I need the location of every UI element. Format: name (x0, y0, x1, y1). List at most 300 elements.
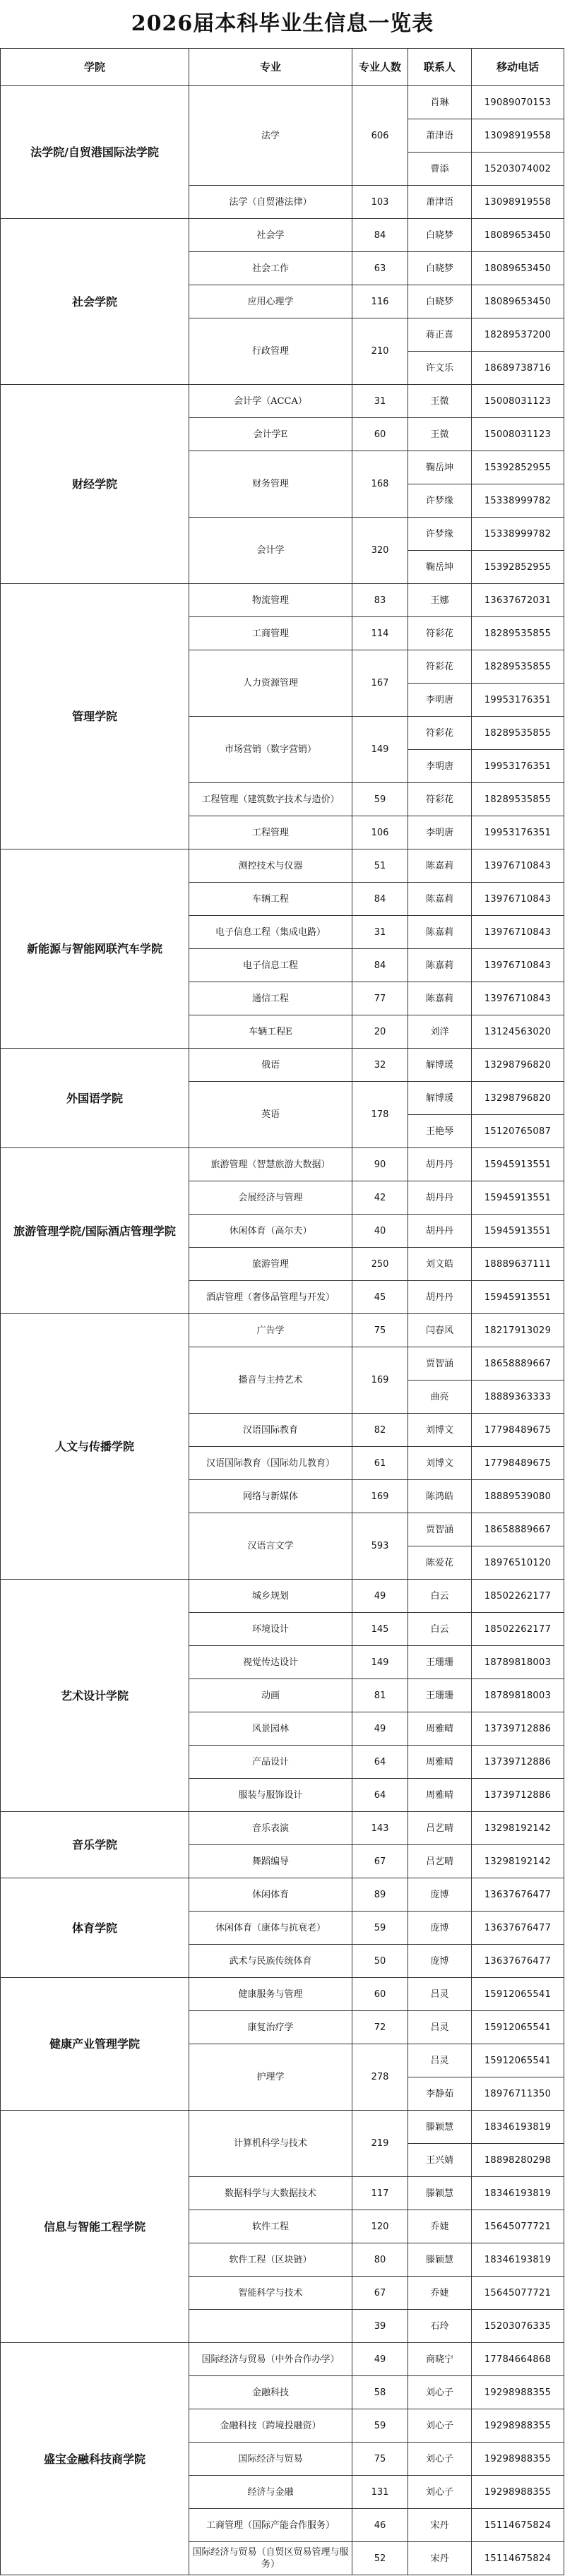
phone-cell: 15945913551 (472, 1148, 564, 1181)
phone-cell: 13298796820 (472, 1049, 564, 1082)
phone-cell: 13098919558 (472, 186, 564, 219)
contact-name-cell: 吕灵 (408, 2044, 472, 2077)
major-cell: 会展经济与管理 (189, 1181, 352, 1215)
phone-cell: 19298988355 (472, 2376, 564, 2409)
major-cell: 音乐表演 (189, 1812, 352, 1845)
major-cell: 国际经济与贸易（自贸区贸易管理与服务） (189, 2542, 352, 2575)
count-cell: 49 (352, 1580, 408, 1613)
major-cell: 软件工程 (189, 2210, 352, 2243)
major-cell: 视觉传达设计 (189, 1646, 352, 1679)
major-cell: 工程管理（建筑数字技术与造价） (189, 783, 352, 816)
contact-name-cell: 闫春风 (408, 1314, 472, 1347)
contact-name-cell: 胡丹丹 (408, 1281, 472, 1314)
contact-name-cell: 刘博文 (408, 1447, 472, 1480)
contact-name-cell: 解博瑗 (408, 1082, 472, 1115)
contact-name-cell: 王珊珊 (408, 1646, 472, 1679)
contact-name-cell: 陈嘉莉 (408, 916, 472, 949)
header-college: 学院 (1, 49, 189, 86)
table-row (1, 219, 564, 252)
phone-cell: 18889637111 (472, 1248, 564, 1281)
major-cell: 软件工程（区块链） (189, 2243, 352, 2277)
contact-name-cell: 吕艺晴 (408, 1812, 472, 1845)
phone-cell: 18089653450 (472, 219, 564, 252)
phone-cell: 18346193819 (472, 2177, 564, 2210)
contact-name-cell: 王微 (408, 418, 472, 451)
contact-name-cell: 鞠岳坤 (408, 451, 472, 484)
count-cell: 103 (352, 186, 408, 219)
table-row (1, 86, 564, 119)
phone-cell: 15645077721 (472, 2210, 564, 2243)
phone-cell: 18289537200 (472, 318, 564, 352)
phone-cell: 19953176351 (472, 750, 564, 783)
major-cell: 播音与主持艺术 (189, 1347, 352, 1414)
contact-name-cell: 吕灵 (408, 2011, 472, 2044)
count-cell: 31 (352, 916, 408, 949)
major-cell: 康复治疗学 (189, 2011, 352, 2044)
count-cell: 40 (352, 1215, 408, 1248)
count-cell: 67 (352, 1845, 408, 1878)
count-cell: 59 (352, 2409, 408, 2443)
contact-name-cell: 白晓梦 (408, 219, 472, 252)
major-cell: 休闲体育（高尔夫） (189, 1215, 352, 1248)
college-cell: 信息与智能工程学院 (1, 2111, 189, 2343)
major-cell: 会计学E (189, 418, 352, 451)
phone-cell: 15645077721 (472, 2277, 564, 2310)
contact-name-cell: 胡丹丹 (408, 1148, 472, 1181)
contact-name-cell: 王娜 (408, 584, 472, 617)
college-cell: 社会学院 (1, 219, 189, 385)
contact-name-cell: 庞博 (408, 1945, 472, 1978)
count-cell: 84 (352, 883, 408, 916)
phone-cell: 18289535855 (472, 783, 564, 816)
phone-cell: 18976510120 (472, 1546, 564, 1580)
count-cell: 219 (352, 2111, 408, 2177)
contact-name-cell: 刘心子 (408, 2376, 472, 2409)
count-cell: 60 (352, 418, 408, 451)
count-cell: 145 (352, 1613, 408, 1646)
phone-cell: 19089070153 (472, 86, 564, 119)
count-cell: 169 (352, 1480, 408, 1513)
major-cell: 测控技术与仪器 (189, 849, 352, 883)
major-cell: 舞蹈编导 (189, 1845, 352, 1878)
count-cell: 64 (352, 1746, 408, 1779)
contact-name-cell: 陈爱花 (408, 1546, 472, 1580)
major-cell: 国际经济与贸易（中外合作办学） (189, 2343, 352, 2376)
contact-name-cell: 周雅晴 (408, 1712, 472, 1746)
major-cell: 通信工程 (189, 982, 352, 1015)
college-cell: 健康产业管理学院 (1, 1978, 189, 2111)
phone-cell: 13298192142 (472, 1812, 564, 1845)
table-body (1, 86, 564, 2575)
major-cell: 汉语国际教育 (189, 1414, 352, 1447)
phone-cell: 15945913551 (472, 1281, 564, 1314)
count-cell: 59 (352, 1912, 408, 1945)
graduates-table (0, 48, 564, 2575)
phone-cell: 13098919558 (472, 119, 564, 153)
contact-name-cell: 陈嘉莉 (408, 982, 472, 1015)
major-cell: 会计学（ACCA） (189, 385, 352, 418)
contact-name-cell: 庞博 (408, 1912, 472, 1945)
major-cell: 环境设计 (189, 1613, 352, 1646)
contact-name-cell: 刘心子 (408, 2476, 472, 2509)
contact-name-cell: 许梦缘 (408, 484, 472, 518)
table-row (1, 2343, 564, 2376)
count-cell: 169 (352, 1347, 408, 1414)
contact-name-cell: 周雅晴 (408, 1746, 472, 1779)
count-cell: 210 (352, 318, 408, 385)
count-cell: 149 (352, 717, 408, 783)
count-cell: 278 (352, 2044, 408, 2111)
contact-name-cell: 滕颖慧 (408, 2177, 472, 2210)
phone-cell: 18289535855 (472, 717, 564, 750)
count-cell: 117 (352, 2177, 408, 2210)
header-contact: 联系人 (408, 49, 472, 86)
phone-cell: 15945913551 (472, 1181, 564, 1215)
count-cell: 75 (352, 2443, 408, 2476)
major-cell: 武术与民族传统体育 (189, 1945, 352, 1978)
phone-cell: 18089653450 (472, 252, 564, 285)
header-count: 专业人数 (352, 49, 408, 86)
count-cell: 250 (352, 1248, 408, 1281)
count-cell: 60 (352, 1978, 408, 2011)
header-major: 专业 (189, 49, 352, 86)
phone-cell: 13976710843 (472, 949, 564, 982)
major-cell: 工商管理（国际产能合作服务） (189, 2509, 352, 2542)
contact-name-cell: 胡丹丹 (408, 1181, 472, 1215)
contact-name-cell: 王艳琴 (408, 1115, 472, 1148)
count-cell: 80 (352, 2243, 408, 2277)
count-cell: 106 (352, 816, 408, 849)
phone-cell: 15912065541 (472, 2011, 564, 2044)
major-cell: 健康服务与管理 (189, 1978, 352, 2011)
table-row (1, 1580, 564, 1613)
contact-name-cell: 萧津语 (408, 186, 472, 219)
contact-name-cell: 符彩花 (408, 650, 472, 684)
contact-name-cell: 胡丹丹 (408, 1215, 472, 1248)
contact-name-cell: 吕灵 (408, 1978, 472, 2011)
major-cell: 金融科技 (189, 2376, 352, 2409)
contact-name-cell: 刘博文 (408, 1414, 472, 1447)
major-cell: 行政管理 (189, 318, 352, 385)
count-cell: 81 (352, 1679, 408, 1712)
college-cell: 法学院/自贸港国际法学院 (1, 86, 189, 219)
phone-cell: 15338999782 (472, 518, 564, 551)
major-cell: 旅游管理（智慧旅游大数据） (189, 1148, 352, 1181)
phone-cell: 18502262177 (472, 1613, 564, 1646)
major-cell: 人力资源管理 (189, 650, 352, 717)
major-cell: 车辆工程 (189, 883, 352, 916)
phone-cell: 13976710843 (472, 982, 564, 1015)
major-cell: 计算机科学与技术 (189, 2111, 352, 2177)
contact-name-cell: 商晓宁 (408, 2343, 472, 2376)
count-cell: 168 (352, 451, 408, 518)
phone-cell: 18898280298 (472, 2144, 564, 2177)
contact-name-cell: 刘文皓 (408, 1248, 472, 1281)
phone-cell: 18889363333 (472, 1381, 564, 1414)
contact-name-cell: 滕颖慧 (408, 2111, 472, 2144)
major-cell: 国际经济与贸易 (189, 2443, 352, 2476)
count-cell: 31 (352, 385, 408, 418)
phone-cell: 13124563020 (472, 1015, 564, 1049)
contact-name-cell: 周雅晴 (408, 1779, 472, 1812)
phone-cell: 18658889667 (472, 1347, 564, 1381)
contact-name-cell: 王兴婧 (408, 2144, 472, 2177)
major-cell: 工程管理 (189, 816, 352, 849)
contact-name-cell: 李明唐 (408, 684, 472, 717)
major-cell: 物流管理 (189, 584, 352, 617)
contact-name-cell: 滕颖慧 (408, 2243, 472, 2277)
phone-cell: 15203074002 (472, 153, 564, 186)
count-cell: 63 (352, 252, 408, 285)
table-row (1, 1049, 564, 1082)
phone-cell: 13976710843 (472, 849, 564, 883)
college-cell: 体育学院 (1, 1878, 189, 1978)
contact-name-cell: 李明唐 (408, 816, 472, 849)
major-cell: 智能科学与技术 (189, 2277, 352, 2310)
contact-name-cell: 蒋正喜 (408, 318, 472, 352)
count-cell: 167 (352, 650, 408, 717)
contact-name-cell: 宋丹 (408, 2509, 472, 2542)
count-cell: 131 (352, 2476, 408, 2509)
major-cell: 电子信息工程（集成电路） (189, 916, 352, 949)
phone-cell: 13739712886 (472, 1746, 564, 1779)
major-cell: 汉语国际教育（国际幼儿教育） (189, 1447, 352, 1480)
major-cell: 酒店管理（奢侈品管理与开发） (189, 1281, 352, 1314)
phone-cell: 15912065541 (472, 1978, 564, 2011)
phone-cell: 19953176351 (472, 816, 564, 849)
major-cell: 休闲体育 (189, 1878, 352, 1912)
phone-cell: 15203076335 (472, 2310, 564, 2343)
table-row (1, 1148, 564, 1181)
phone-cell: 19953176351 (472, 684, 564, 717)
count-cell: 120 (352, 2210, 408, 2243)
major-cell: 社会工作 (189, 252, 352, 285)
phone-cell: 13976710843 (472, 883, 564, 916)
contact-name-cell: 石玲 (408, 2310, 472, 2343)
phone-cell: 18217913029 (472, 1314, 564, 1347)
major-cell: 会计学 (189, 518, 352, 584)
phone-cell: 18689738716 (472, 352, 564, 385)
phone-cell: 19298988355 (472, 2476, 564, 2509)
contact-name-cell: 符彩花 (408, 617, 472, 650)
major-cell: 社会学 (189, 219, 352, 252)
count-cell: 61 (352, 1447, 408, 1480)
contact-name-cell: 刘心子 (408, 2443, 472, 2476)
phone-cell: 19298988355 (472, 2443, 564, 2476)
major-cell: 法学 (189, 86, 352, 186)
major-cell: 广告学 (189, 1314, 352, 1347)
contact-name-cell: 王微 (408, 385, 472, 418)
phone-cell: 13298796820 (472, 1082, 564, 1115)
major-cell: 动画 (189, 1679, 352, 1712)
contact-name-cell: 吕艺晴 (408, 1845, 472, 1878)
phone-cell: 18289535855 (472, 650, 564, 684)
major-cell: 护理学 (189, 2044, 352, 2111)
graduates-table-container (0, 48, 564, 2575)
phone-cell: 18089653450 (472, 285, 564, 318)
count-cell: 83 (352, 584, 408, 617)
contact-name-cell: 乔婕 (408, 2277, 472, 2310)
contact-name-cell: 萧津语 (408, 119, 472, 153)
phone-cell: 18976711350 (472, 2077, 564, 2111)
major-cell: 经济与金融 (189, 2476, 352, 2509)
major-cell: 应用心理学 (189, 285, 352, 318)
phone-cell: 13637676477 (472, 1945, 564, 1978)
contact-name-cell: 符彩花 (408, 717, 472, 750)
major-cell: 汉语言文学 (189, 1513, 352, 1580)
phone-cell: 15392852955 (472, 451, 564, 484)
count-cell: 45 (352, 1281, 408, 1314)
contact-name-cell: 贾智涵 (408, 1513, 472, 1546)
contact-name-cell: 李静茹 (408, 2077, 472, 2111)
count-cell: 39 (352, 2310, 408, 2343)
contact-name-cell: 曹添 (408, 153, 472, 186)
major-cell: 财务管理 (189, 451, 352, 518)
phone-cell: 18289535855 (472, 617, 564, 650)
phone-cell: 18789818003 (472, 1679, 564, 1712)
contact-name-cell: 鞠岳坤 (408, 551, 472, 584)
college-cell: 音乐学院 (1, 1812, 189, 1878)
phone-cell: 13637672031 (472, 584, 564, 617)
major-cell: 风景园林 (189, 1712, 352, 1746)
phone-cell: 15945913551 (472, 1215, 564, 1248)
contact-name-cell: 陈嘉莉 (408, 849, 472, 883)
phone-cell: 15338999782 (472, 484, 564, 518)
count-cell: 114 (352, 617, 408, 650)
table-row (1, 1314, 564, 1347)
contact-name-cell: 曲亮 (408, 1381, 472, 1414)
phone-cell: 13739712886 (472, 1712, 564, 1746)
count-cell: 606 (352, 86, 408, 186)
major-cell: 车辆工程E (189, 1015, 352, 1049)
count-cell: 52 (352, 2542, 408, 2575)
page-title: 2026届本科毕业生信息一览表 (131, 11, 434, 36)
count-cell: 20 (352, 1015, 408, 1049)
contact-name-cell: 许文乐 (408, 352, 472, 385)
phone-cell: 15114675824 (472, 2542, 564, 2575)
count-cell: 49 (352, 2343, 408, 2376)
major-cell: 金融科技（跨境投融资） (189, 2409, 352, 2443)
count-cell: 320 (352, 518, 408, 584)
contact-name-cell: 陈嘉莉 (408, 883, 472, 916)
table-row (1, 1812, 564, 1845)
contact-name-cell: 符彩花 (408, 783, 472, 816)
phone-cell: 17784664868 (472, 2343, 564, 2376)
major-cell: 城乡规划 (189, 1580, 352, 1613)
phone-cell: 15120765087 (472, 1115, 564, 1148)
major-cell: 产品设计 (189, 1746, 352, 1779)
phone-cell: 17798489675 (472, 1447, 564, 1480)
contact-name-cell: 白云 (408, 1580, 472, 1613)
phone-cell: 18346193819 (472, 2111, 564, 2144)
phone-cell: 19298988355 (472, 2409, 564, 2443)
college-cell: 财经学院 (1, 385, 189, 584)
contact-name-cell: 贾智涵 (408, 1347, 472, 1381)
count-cell: 50 (352, 1945, 408, 1978)
major-cell: 休闲体育（康体与抗衰老） (189, 1912, 352, 1945)
major-cell: 市场营销（数字营销） (189, 717, 352, 783)
table-row (1, 584, 564, 617)
contact-name-cell: 王珊珊 (408, 1679, 472, 1712)
college-cell: 新能源与智能网联汽车学院 (1, 849, 189, 1049)
count-cell: 84 (352, 949, 408, 982)
count-cell: 84 (352, 219, 408, 252)
phone-cell: 18889539080 (472, 1480, 564, 1513)
count-cell: 75 (352, 1314, 408, 1347)
contact-name-cell: 刘心子 (408, 2409, 472, 2443)
phone-cell: 17798489675 (472, 1414, 564, 1447)
contact-name-cell: 宋丹 (408, 2542, 472, 2575)
count-cell: 51 (352, 849, 408, 883)
phone-cell: 15114675824 (472, 2509, 564, 2542)
contact-name-cell: 刘洋 (408, 1015, 472, 1049)
major-cell: 电子信息工程 (189, 949, 352, 982)
header-row (1, 49, 564, 86)
count-cell: 143 (352, 1812, 408, 1845)
phone-cell: 15008031123 (472, 418, 564, 451)
major-cell: 法学（自贸港法律） (189, 186, 352, 219)
phone-cell: 13976710843 (472, 916, 564, 949)
table-row (1, 385, 564, 418)
phone-cell: 13637676477 (472, 1878, 564, 1912)
contact-name-cell: 白晓梦 (408, 285, 472, 318)
count-cell: 42 (352, 1181, 408, 1215)
contact-name-cell: 白晓梦 (408, 252, 472, 285)
phone-cell: 18502262177 (472, 1580, 564, 1613)
count-cell: 82 (352, 1414, 408, 1447)
major-cell: 英语 (189, 1082, 352, 1148)
count-cell: 178 (352, 1082, 408, 1148)
phone-cell: 15008031123 (472, 385, 564, 418)
major-cell: 工商管理 (189, 617, 352, 650)
count-cell: 90 (352, 1148, 408, 1181)
major-cell: 数据科学与大数据技术 (189, 2177, 352, 2210)
phone-cell: 13298192142 (472, 1845, 564, 1878)
major-cell: 旅游管理 (189, 1248, 352, 1281)
table-row (1, 1978, 564, 2011)
count-cell: 46 (352, 2509, 408, 2542)
major-cell: 俄语 (189, 1049, 352, 1082)
college-cell: 人文与传播学院 (1, 1314, 189, 1580)
count-cell: 49 (352, 1712, 408, 1746)
count-cell: 72 (352, 2011, 408, 2044)
table-row (1, 849, 564, 883)
phone-cell: 15392852955 (472, 551, 564, 584)
phone-cell: 18346193819 (472, 2243, 564, 2277)
contact-name-cell: 解博瑗 (408, 1049, 472, 1082)
count-cell: 64 (352, 1779, 408, 1812)
table-row (1, 1878, 564, 1912)
table-row (1, 2111, 564, 2144)
college-cell: 盛宝金融科技商学院 (1, 2343, 189, 2575)
contact-name-cell: 白云 (408, 1613, 472, 1646)
count-cell: 77 (352, 982, 408, 1015)
contact-name-cell: 乔婕 (408, 2210, 472, 2243)
major-cell: 网络与新媒体 (189, 1480, 352, 1513)
phone-cell: 13739712886 (472, 1779, 564, 1812)
contact-name-cell: 肖琳 (408, 86, 472, 119)
contact-name-cell: 许梦缘 (408, 518, 472, 551)
count-cell: 59 (352, 783, 408, 816)
count-cell: 32 (352, 1049, 408, 1082)
count-cell: 58 (352, 2376, 408, 2409)
phone-cell: 15912065541 (472, 2044, 564, 2077)
count-cell: 149 (352, 1646, 408, 1679)
college-cell: 艺术设计学院 (1, 1580, 189, 1812)
count-cell: 67 (352, 2277, 408, 2310)
contact-name-cell: 庞博 (408, 1878, 472, 1912)
count-cell: 593 (352, 1513, 408, 1580)
